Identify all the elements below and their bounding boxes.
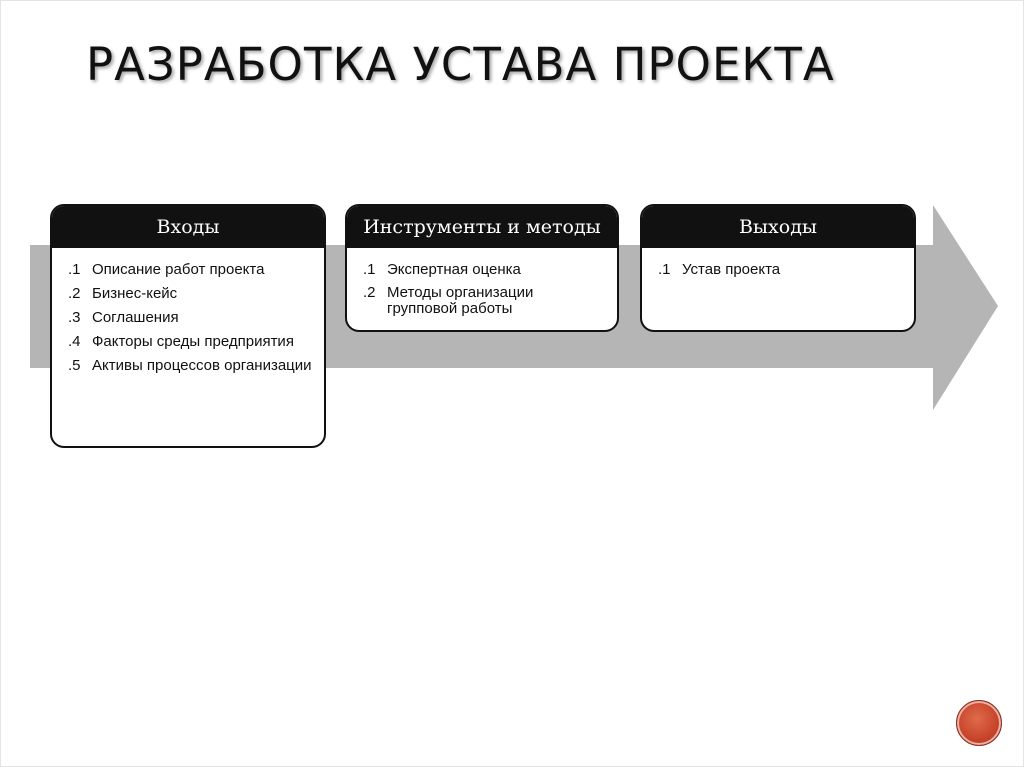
item-number: .5 [68,357,81,374]
inputs-header: Входы [52,206,324,248]
tools-header: Инструменты и методы [347,206,617,248]
inputs-list [52,248,324,375]
list-item [68,261,324,279]
item-number: .1 [658,261,671,278]
list-item [68,285,324,303]
inputs-box [50,204,326,448]
item-number: .4 [68,333,81,350]
outputs-header: Выходы [642,206,914,248]
list-item [68,333,324,351]
item-number: .1 [68,261,81,278]
item-text: Экспертная оценка [387,261,521,278]
item-text: Факторы среды предприятия [92,333,294,350]
item-number: .2 [363,284,376,301]
list-item [363,285,617,317]
outputs-box [640,204,916,332]
item-text: Бизнес-кейс [92,285,178,302]
item-number: .2 [68,285,81,302]
item-text: Соглашения [92,309,179,326]
list-item [68,309,324,327]
item-text: Активы процессов организации [92,357,312,374]
item-number: .3 [68,309,81,326]
slide-title: РАЗРАБОТКА УСТАВА ПРОЕКТА [86,38,835,91]
list-item [363,261,617,279]
list-item [68,357,324,375]
tools-box [345,204,619,332]
tools-list [347,248,617,317]
item-number: .1 [363,261,376,278]
outputs-list [642,248,914,279]
item-text: Устав проекта [682,261,781,278]
item-text: Методы организации групповой работы [387,284,534,317]
list-item [658,261,914,279]
slide-nav-button[interactable] [956,700,1002,746]
item-text: Описание работ проекта [92,261,265,278]
